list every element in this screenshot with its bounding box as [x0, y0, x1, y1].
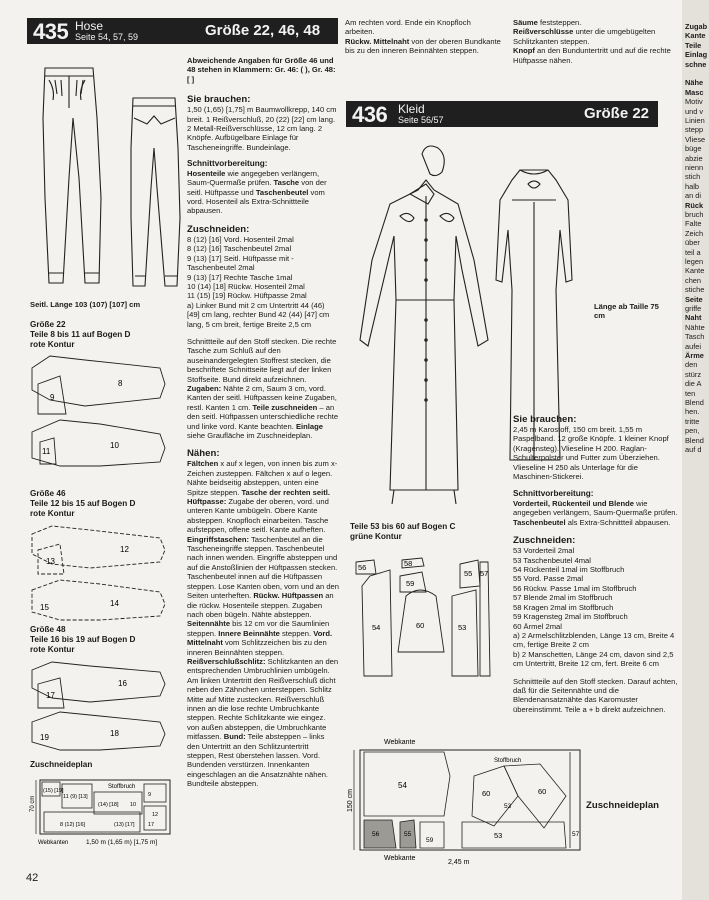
sie-brauchen-436-title: Sie brauchen:	[513, 414, 577, 425]
vorbereitung-436-text	[513, 499, 679, 527]
zg-text-3: siehe Graufläche im Zuschneideplan.	[187, 431, 313, 440]
adjacent-page-word: Motiv	[685, 97, 703, 107]
layout-436-height: 150 cm	[347, 789, 354, 812]
naehen-435-title: Nähen:	[187, 448, 220, 460]
piece-12-label: 12	[120, 545, 129, 554]
piece-13-label: 13	[46, 557, 55, 566]
piece-8-label: 8	[118, 379, 123, 388]
adjacent-page-word: Blend	[685, 435, 704, 445]
piece-18-label: 18	[110, 729, 119, 738]
layout-436-piece-60b: 60	[538, 787, 547, 796]
zl-item: 8 (12) [16] Taschenbeutel 2mal	[187, 244, 292, 254]
parts-436-line2: grüne Kontur	[350, 532, 402, 541]
zg-bold-2: Teile zuschneiden	[252, 402, 318, 412]
adjacent-page-word: abzie	[685, 153, 703, 163]
zl-item: 9 (13) [17] Rechte Tasche 1mal	[187, 272, 293, 282]
sie-brauchen-436-text: 2,45 m Karostoff, 150 cm breit. 1,55 m Paspelband. 12 große Knöpfe. 1 kleiner Knopf (Kragensteg). Vlieseline H 200. Raglan-Schulterpolster und Futter zum Überziehen. Vlieseline H 250 als Unterlage für die Maschinen-Stickerei.	[513, 425, 669, 482]
piece-59-label: 59	[406, 579, 415, 588]
tt-text: an den Bunduntertritt und auf die rechte Hüftpasse nähen.	[513, 46, 671, 65]
z436-item: 56 Rückw. Passe 1mal im Stoffbruch	[513, 583, 637, 593]
nh-bold: Fältchen	[187, 459, 219, 469]
z436-item: 58 Kragen 2mal im Stoffbruch	[513, 602, 614, 612]
adjacent-page-word: Nähte	[685, 322, 705, 332]
size-46-line1: Teile 12 bis 15 auf Bogen D	[30, 499, 136, 508]
layout-435-piece-g: 17	[148, 822, 155, 828]
layout-436-width: 2,45 m	[448, 859, 470, 866]
vorbereitung-435-text	[187, 169, 339, 216]
layout-435-piece-h: 8 (12) [16]	[60, 822, 86, 828]
vb436-text-1: wie angegeben verlängern, Saum-Quermaße prüfen.	[513, 499, 678, 518]
z436-item: 55 Vord. Passe 2mal	[513, 574, 584, 584]
adjacent-page-word: nienn	[685, 163, 704, 172]
piece-19-label: 19	[40, 733, 49, 742]
adjacent-page-word: stürz	[685, 369, 702, 379]
vb436-bold-1: Vorderteil, Rückenteil und Blende	[513, 499, 634, 509]
zg-text-1: Nähte 2 cm, Saum 3 cm, vord. Kanten der seitl. Hüftpassen keine Zugaben, restl. Kanten 1 cm.	[187, 383, 337, 412]
piece-10-label: 10	[110, 441, 119, 450]
adjacent-page-word: Linien	[685, 116, 705, 125]
size-48-line1: Teile 16 bis 19 auf Bogen D	[30, 635, 136, 644]
size-22-line2: rote Kontur	[30, 340, 75, 349]
col2-text	[187, 56, 339, 789]
pattern-435-number: 435	[33, 19, 69, 44]
layout-436-piece-55: 55	[404, 831, 412, 838]
vorbereitung-435-title: Schnittvorbereitung:	[187, 159, 268, 169]
layout-436-webkante-top: Webkante	[384, 739, 416, 746]
adjacent-page-word: tritte	[685, 416, 700, 426]
nh-bold: Vord. Mittelnaht	[187, 628, 333, 648]
adjacent-page-word: hen.	[685, 407, 700, 417]
vb436-bold-2: Taschenbeutel	[513, 517, 566, 527]
vb-bold-1: Hosenteile	[187, 168, 226, 178]
vb-text-3: vom vord. Hosenteil als Extra-Schnittteile abpausen.	[187, 187, 325, 216]
layout-436-webkante-bottom: Webkante	[384, 855, 416, 862]
z436-item: 53 Vorderteil 2mal	[513, 546, 575, 556]
pattern-436-name: Kleid	[398, 102, 425, 116]
vb-bold-3: Taschenbeutel	[255, 187, 309, 197]
adjacent-page-word: Einlag	[685, 50, 708, 60]
layout-435-piece-i: (13) [17]	[114, 822, 135, 828]
piece-16-label: 16	[118, 679, 127, 688]
adjacent-page-word: Blend	[685, 398, 704, 407]
adjacent-page-word: halb	[685, 181, 699, 191]
zl-item: a) Linker Bund mit 2 cm Untertritt 44 (46) [49] cm lang, rechter Bund 42 (44) [47] cm lang, 5 cm breit, fertige Breite 2,5 cm	[187, 300, 330, 329]
size-22-title: Größe 22	[30, 320, 66, 329]
nh-text: Taschenbeutel an die Tascheneingriffe steppen. Taschenbeutel nach innen wenden. Eingriffe absteppen und auf die Anstoßlinien der Hüftpassen stecken. Taschenbeutel innen auf die Hüftpassen steppen. Lose Kanten oben, vorn und an den Seiten unterheften.	[187, 534, 339, 601]
adjacent-page-word: Rück	[685, 200, 704, 210]
zg-bold-3: Einlage	[295, 421, 323, 431]
layout-436-piece-53a: 53	[504, 803, 512, 810]
adjacent-page-word: Vliese	[685, 134, 706, 144]
adjacent-page-word: Tasch	[685, 332, 705, 342]
adjacent-page-word: büge	[685, 144, 702, 154]
adjacent-page-word: aufei	[685, 341, 702, 351]
pieces-size-46	[30, 524, 180, 624]
tt-bold: Knopf	[513, 46, 535, 56]
layout-435-width: 1,50 m (1,65 m) [1,75 m]	[86, 839, 158, 846]
layout-436-diagram	[344, 736, 584, 866]
adjacent-page-word: Zugab	[685, 22, 708, 31]
naehen-435-text	[187, 459, 339, 788]
adjacent-page-word: auf d	[685, 445, 702, 454]
adjacent-page-word: Falte	[685, 219, 702, 229]
layout-436-piece-60a: 60	[482, 789, 491, 798]
adjacent-page-word: legen	[685, 257, 704, 266]
col3-rueckw	[345, 37, 501, 56]
adjacent-page-word: teil a	[685, 247, 701, 257]
tt-text: feststeppen.	[537, 18, 582, 27]
z436-item: 54 Rückenteil 1mal im Stoffbruch	[513, 565, 625, 575]
nh-text: Schlitzkanten an den entsprechenden Umbruchlinien umbügeln. Am linken Untertritt den Reißverschluß dicht neben den Zähnchen untersteppen. Schlitz Mitte auf Mitte zustecken. Reißverschluß innen an die lose rechte Umbruchkante steppen. Rechte Schlitzkante wie eingez. von außen absteppen, die Umbruchkante mitfassen.	[187, 656, 339, 742]
sie-brauchen-435-title: Sie brauchen:	[187, 94, 251, 106]
sie-brauchen-435-text: 1,50 (1,65) [1,75] m Baumwollkrepp, 140 cm breit. 1 Reißverschluß, 20 (22) [22] cm lang. 2 Metall-Reißverschlüsse, 12 cm lang. 2 Knöpfe. Aufbügelbare Einlage für Tascheneingriffe. Bundeinlage.	[187, 105, 337, 152]
adjacent-page-word: Naht	[685, 313, 702, 323]
nh-bold: Eingriffstaschen:	[187, 534, 250, 544]
vb-bold-2: Tasche	[273, 178, 300, 188]
vb-text-2: von der seitl. Hüftpasse und	[187, 178, 327, 197]
piece-9-label: 9	[50, 393, 55, 402]
adjacent-page-word: Teile	[685, 40, 702, 50]
size-22-line1: Teile 8 bis 11 auf Bogen D	[30, 330, 131, 339]
trousers-illustration	[35, 58, 185, 298]
adjacent-page-word: stepp	[685, 125, 704, 135]
nh-text: bis 12 cm vor die Saumlinien steppen.	[187, 619, 330, 638]
piece-11-label: 11	[42, 447, 51, 456]
adjacent-page-word: Kante	[685, 31, 706, 41]
layout-436-piece-53b: 53	[494, 831, 503, 840]
adjacent-page-word: stiche	[685, 285, 705, 295]
pattern-435-name: Hose	[75, 19, 104, 33]
adjacent-page-word: über	[685, 238, 700, 248]
nh-text: x auf x legen, von innen bis zum x-Zeichen zusteppen. Fältchen x auf o legen. Nähte beidseitig absteppen, unten eine Spitze steppen.	[187, 459, 338, 497]
tt-text: unter die umgebügelten Schlitzkanten steppen.	[513, 27, 656, 46]
pattern-436-pages: Seite 56/57	[398, 115, 444, 125]
layout-436-piece-59: 59	[426, 837, 434, 844]
pattern-435-pages: Seite 54, 57, 59	[75, 32, 139, 42]
adjacent-page-word: Nähe	[685, 78, 704, 88]
z436-item: 53 Taschenbeutel 4mal	[513, 555, 591, 565]
size-46-line2: rote Kontur	[30, 509, 75, 518]
adjacent-page-word: Seite	[685, 294, 703, 304]
nh-bold: Bund:	[223, 732, 246, 742]
adjacent-page-word: griffe	[685, 304, 702, 313]
pieces-size-22	[30, 354, 180, 472]
piece-56-label: 56	[358, 563, 367, 572]
layout-435-diagram	[30, 774, 180, 850]
layout-436-title: Zuschneideplan	[586, 800, 660, 811]
pieces-size-48	[30, 660, 180, 752]
nh-text: Teile absteppen – links den Untertritt an den Schlitzuntertritt steppen, Rest überstehen lassen. Vord. Bundenden verstürzen. Innenkanten eingeschlagen an die Ansatznähte nähen. Bundteile absteppen.	[187, 732, 329, 789]
z436-item: 60 Ärmel 2mal	[513, 621, 562, 631]
adjacent-page-word: bruch	[685, 210, 704, 219]
piece-14-label: 14	[110, 599, 119, 608]
nh-bold: Innere Beinnähte	[218, 628, 280, 638]
layout-435-stoffbruch: Stoffbruch	[108, 784, 136, 790]
adjacent-page-word: die A	[685, 379, 702, 389]
adjacent-page-word: und v	[685, 106, 704, 116]
col3-rueckw-text: von der oberen Bundkante bis zu den inneren Beinnähten steppen.	[345, 36, 501, 56]
nh-text: vom Schlitzzeichen bis zu den inneren Beinnähten steppen.	[187, 638, 327, 657]
nh-bold: Rückw. Hüftpassen	[253, 591, 324, 601]
layout-436-piece-54: 54	[398, 781, 407, 790]
zl-item: 8 (12) [16] Vord. Hosenteil 2mal	[187, 234, 294, 244]
nh-bold: Seitennähte	[187, 619, 231, 629]
zg-text-2: – an den seitl. Hüftpassen unterschiedliche rechte und linke vord. Kante beachten.	[187, 402, 339, 431]
layout-436-piece-56: 56	[372, 831, 380, 838]
col3-top-text	[345, 18, 501, 56]
adjacent-page-word: Masc	[685, 87, 704, 97]
zg-bold-1: Zugaben:	[187, 383, 222, 393]
parts-436-line1: Teile 53 bis 60 auf Bogen C	[350, 522, 456, 531]
col4-text	[513, 414, 679, 714]
zl-item: 9 (13) [17] Seitl. Hüftpasse mit -Taschenbeutel 2mal	[187, 253, 294, 273]
adjacent-page-word: schne	[685, 59, 707, 69]
col3-knopfloch: Am rechten vord. Ende ein Knopfloch arbeiten.	[345, 18, 471, 37]
layout-436-piece-57: 57	[572, 831, 580, 838]
zuschneiden-436-list	[513, 546, 679, 668]
pattern-435-length: Seitl. Länge 103 (107) [107] cm	[30, 300, 141, 309]
size-48-title: Größe 48	[30, 625, 66, 634]
nh-bold: Reißverschlußschlitz:	[187, 656, 266, 666]
zuschneiden-435-list	[187, 235, 339, 329]
piece-55-label: 55	[464, 569, 473, 578]
vorbereitung-436-title: Schnittvorbereitung:	[513, 489, 594, 499]
size-46-title: Größe 46	[30, 489, 66, 498]
adjacent-page-word: Zeich	[685, 228, 704, 238]
layout-435-piece-c: (14) [18]	[98, 802, 119, 808]
layout-435-piece-a: (15) [19]	[43, 788, 64, 794]
z436-item: 57 Blende 2mal im Stoffbruch	[513, 593, 613, 603]
pattern-436-size: Größe 22	[584, 105, 650, 122]
adjacent-page-edge	[682, 0, 709, 900]
adjacent-page-word: Kante	[685, 266, 705, 276]
layout-435-piece-f: 12	[152, 812, 159, 818]
adjacent-page-word: an di	[685, 191, 702, 201]
adjacent-page-word: chen	[685, 275, 702, 285]
pattern-436-number: 436	[352, 102, 388, 127]
pattern-435-header	[27, 18, 338, 44]
z436-item: a) 2 Armelschlitzblenden, Länge 13 cm, Breite 4 cm, fertige Breite 2 cm	[513, 630, 675, 650]
z436-item: b) 2 Manschetten, Länge 24 cm, davon sind 2,5 cm Untertritt, Breite 12 cm, fert. Breite 6 cm	[513, 649, 674, 669]
intro-text: Abweichende Angaben für Größe 46 und 48 stehen in Klammern: Gr. 46: ( ), Gr. 48: [ ]	[187, 56, 336, 84]
layout-435-webkanten: Webkanten	[38, 840, 69, 846]
size-48-line2: rote Kontur	[30, 645, 75, 654]
vb436-text-2: als Extra-Schnittteil abpausen.	[565, 517, 671, 527]
zl-item: 11 (15) [19] Rückw. Hüftpasse 2mal	[187, 291, 307, 301]
nh-bold: Tasche der rechten seitl. Hüftpasse:	[187, 487, 330, 507]
tt-bold: Reißverschlüsse	[513, 27, 574, 37]
zl-item: 10 (14) [18] Rückw. Hosenteil 2mal	[187, 281, 305, 291]
layout-435-piece-e: 9	[148, 792, 152, 798]
nh-text: Zugabe der oberen, vord. und unteren Kante umbügeln. Obere Kante absteppen. Knopfloch einarbeiten. Tasche aufsteppen, offene seitl. Kante aufheften.	[187, 497, 329, 535]
piece-58-label: 58	[404, 559, 413, 568]
piece-57-label: 57	[480, 569, 489, 578]
nh-text: an die rückw. Hosenteile steppen. Zugaben nach oben bügeln. Nähte absteppen.	[187, 591, 334, 619]
tt-bold: Säume	[513, 18, 538, 27]
layout-435-piece-d: 10	[130, 802, 137, 808]
piece-17-label: 17	[46, 691, 55, 700]
zuschneiden-436-title: Zuschneiden:	[513, 535, 576, 547]
nh-text: steppen.	[279, 628, 312, 638]
pattern-435-size: Größe 22, 46, 48	[205, 22, 321, 39]
adjacent-page-word: ten	[685, 388, 696, 398]
vb-text-1: wie angegeben verlängern, Saum-Quermaße prüfen.	[187, 168, 320, 188]
layout-436-stoffbruch: Stoffbruch	[494, 758, 522, 764]
col4-top-text	[513, 18, 679, 65]
layout-435-height: 70 cm	[30, 795, 36, 812]
zuschneiden-435-title: Zuschneiden:	[187, 223, 250, 235]
adjacent-page-word: stich	[685, 172, 701, 182]
cutting-436-text: Schnittteile auf den Stoff stecken. Darauf achten, daß für die Seitennähte und die Blendenansatznähte das Karomuster übereinstimmt. Teile a + b direkt aufzeichnen.	[513, 676, 678, 714]
piece-15-label: 15	[40, 603, 49, 612]
piece-53-label: 53	[458, 623, 467, 632]
adjacent-page-word: den	[685, 360, 698, 370]
pattern-436-length: Länge ab Taille 75 cm	[594, 302, 659, 321]
col3-rueckw-bold: Rückw. Mittelnaht	[345, 36, 410, 46]
pattern-436-header	[346, 101, 658, 127]
page-number: 42	[26, 872, 39, 884]
adjacent-page-word: pen,	[685, 426, 700, 436]
piece-60-label: 60	[416, 621, 425, 630]
z436-item: 59 Kragensteg 2mal im Stoffbruch	[513, 612, 628, 622]
layout-435-piece-b: 11 (9) [13]	[63, 794, 88, 800]
piece-54-label: 54	[372, 623, 381, 632]
layout-435-title: Zuschneideplan	[30, 760, 93, 769]
adjacent-page-word: Ärme	[685, 351, 704, 360]
zugaben-435	[187, 384, 339, 440]
dress-pieces	[352, 556, 502, 680]
cutting-435-text: Schnittteile auf den Stoff stecken. Die rechte Tasche zum Schluß auf den auseinandergelegten Stoffrest stecken, die beschriftete Schnittseite liegt auf der linken Stoffseite. Bund direkt aufzeichnen.	[187, 336, 337, 384]
